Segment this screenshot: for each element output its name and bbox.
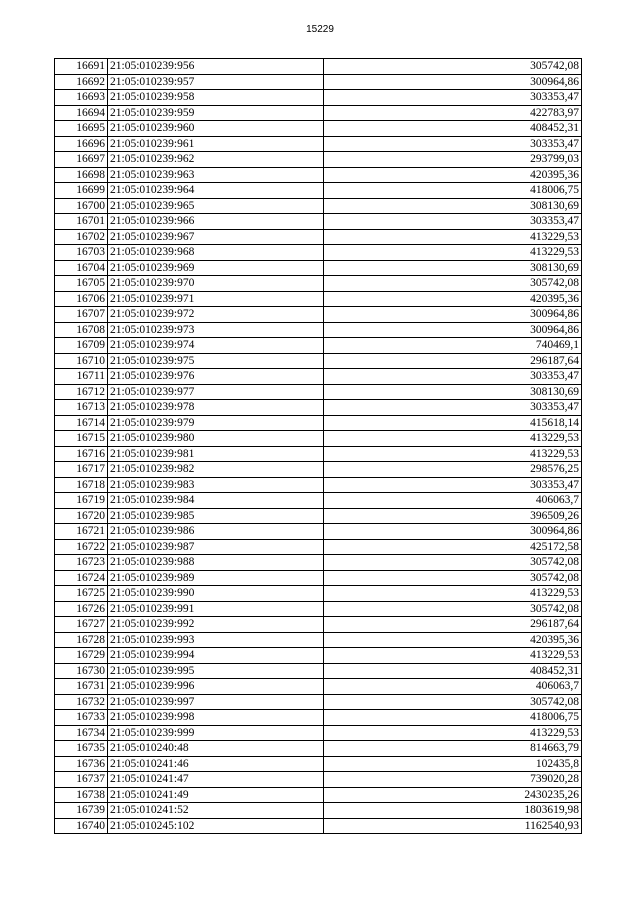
row-number-cell: 16696 (55, 136, 108, 152)
row-number-cell: 16705 (55, 276, 108, 292)
row-number-cell: 16713 (55, 400, 108, 416)
row-number-cell: 16738 (55, 787, 108, 803)
row-number-cell: 16714 (55, 415, 108, 431)
cadastral-number-cell: 21:05:010239:964 (108, 183, 324, 199)
cadastral-value-cell: 413229,53 (324, 431, 582, 447)
cadastral-value-cell: 308130,69 (324, 198, 582, 214)
cadastral-number-cell: 21:05:010239:976 (108, 369, 324, 385)
table-row (55, 260, 582, 276)
cadastral-number-cell: 21:05:010239:995 (108, 663, 324, 679)
table-row (55, 663, 582, 679)
row-number-cell: 16732 (55, 694, 108, 710)
cadastral-value-cell: 413229,53 (324, 725, 582, 741)
cadastral-number-cell: 21:05:010239:974 (108, 338, 324, 354)
row-number-cell: 16734 (55, 725, 108, 741)
cadastral-value-cell: 420395,36 (324, 291, 582, 307)
table-row (55, 121, 582, 137)
row-number-cell: 16700 (55, 198, 108, 214)
row-number-cell: 16712 (55, 384, 108, 400)
table-row (55, 741, 582, 757)
table-row (55, 617, 582, 633)
table-row (55, 493, 582, 509)
row-number-cell: 16727 (55, 617, 108, 633)
row-number-cell: 16737 (55, 772, 108, 788)
cadastral-number-cell: 21:05:010239:983 (108, 477, 324, 493)
cadastral-value-cell: 413229,53 (324, 446, 582, 462)
row-number-cell: 16730 (55, 663, 108, 679)
row-number-cell: 16709 (55, 338, 108, 354)
cadastral-value-cell: 102435,8 (324, 756, 582, 772)
cadastral-value-cell: 396509,26 (324, 508, 582, 524)
table-row (55, 462, 582, 478)
table-row (55, 90, 582, 106)
cadastral-value-cell: 308130,69 (324, 260, 582, 276)
table-row (55, 183, 582, 199)
cadastral-value-cell: 293799,03 (324, 152, 582, 168)
cadastral-number-cell: 21:05:010239:994 (108, 648, 324, 664)
table-row (55, 601, 582, 617)
table-row (55, 59, 582, 75)
cadastral-number-cell: 21:05:010239:996 (108, 679, 324, 695)
table-row (55, 570, 582, 586)
cadastral-number-cell: 21:05:010239:967 (108, 229, 324, 245)
cadastral-value-cell: 406063,7 (324, 493, 582, 509)
cadastral-number-cell: 21:05:010239:962 (108, 152, 324, 168)
cadastral-value-cell: 2430235,26 (324, 787, 582, 803)
table-row (55, 198, 582, 214)
cadastral-number-cell: 21:05:010239:970 (108, 276, 324, 292)
table-row (55, 710, 582, 726)
cadastral-number-cell: 21:05:010239:992 (108, 617, 324, 633)
row-number-cell: 16736 (55, 756, 108, 772)
row-number-cell: 16721 (55, 524, 108, 540)
cadastral-number-cell: 21:05:010239:985 (108, 508, 324, 524)
table-row (55, 152, 582, 168)
row-number-cell: 16731 (55, 679, 108, 695)
cadastral-value-cell: 303353,47 (324, 90, 582, 106)
cadastral-number-cell: 21:05:010239:986 (108, 524, 324, 540)
row-number-cell: 16706 (55, 291, 108, 307)
cadastral-value-cell: 739020,28 (324, 772, 582, 788)
row-number-cell: 16695 (55, 121, 108, 137)
table-row (55, 276, 582, 292)
cadastral-number-cell: 21:05:010239:979 (108, 415, 324, 431)
table-row (55, 338, 582, 354)
cadastral-value-cell: 814663,79 (324, 741, 582, 757)
cadastral-value-cell: 408452,31 (324, 121, 582, 137)
row-number-cell: 16725 (55, 586, 108, 602)
cadastral-value-cell: 418006,75 (324, 183, 582, 199)
row-number-cell: 16701 (55, 214, 108, 230)
table-row (55, 369, 582, 385)
cadastral-value-cell: 300964,86 (324, 322, 582, 338)
row-number-cell: 16735 (55, 741, 108, 757)
row-number-cell: 16722 (55, 539, 108, 555)
cadastral-number-cell: 21:05:010240:48 (108, 741, 324, 757)
cadastral-number-cell: 21:05:010245:102 (108, 818, 324, 834)
cadastral-number-cell: 21:05:010239:969 (108, 260, 324, 276)
row-number-cell: 16719 (55, 493, 108, 509)
table-row (55, 818, 582, 834)
table-row (55, 431, 582, 447)
cadastral-value-cell: 305742,08 (324, 59, 582, 75)
cadastral-number-cell: 21:05:010239:978 (108, 400, 324, 416)
row-number-cell: 16704 (55, 260, 108, 276)
row-number-cell: 16692 (55, 74, 108, 90)
table-row (55, 291, 582, 307)
table-row (55, 803, 582, 819)
table-row (55, 756, 582, 772)
cadastral-number-cell: 21:05:010239:958 (108, 90, 324, 106)
cadastral-number-cell: 21:05:010239:971 (108, 291, 324, 307)
cadastral-number-cell: 21:05:010239:984 (108, 493, 324, 509)
cadastral-value-cell: 305742,08 (324, 570, 582, 586)
cadastral-value-cell: 298576,25 (324, 462, 582, 478)
cadastral-value-cell: 296187,64 (324, 617, 582, 633)
cadastral-value-cell: 305742,08 (324, 276, 582, 292)
cadastral-value-cell: 303353,47 (324, 477, 582, 493)
table-row (55, 322, 582, 338)
cadastral-value-cell: 303353,47 (324, 369, 582, 385)
cadastral-value-cell: 303353,47 (324, 214, 582, 230)
table-row (55, 384, 582, 400)
cadastral-value-cell: 408452,31 (324, 663, 582, 679)
table-row (55, 446, 582, 462)
row-number-cell: 16694 (55, 105, 108, 121)
cadastral-number-cell: 21:05:010239:999 (108, 725, 324, 741)
cadastral-number-cell: 21:05:010239:975 (108, 353, 324, 369)
cadastral-value-cell: 300964,86 (324, 307, 582, 323)
table-row (55, 586, 582, 602)
table-row (55, 477, 582, 493)
table-row (55, 245, 582, 261)
table-row (55, 415, 582, 431)
cadastral-value-cell: 305742,08 (324, 694, 582, 710)
cadastral-value-cell: 406063,7 (324, 679, 582, 695)
table-row (55, 105, 582, 121)
cadastral-value-cell: 413229,53 (324, 648, 582, 664)
cadastral-number-cell: 21:05:010239:963 (108, 167, 324, 183)
cadastral-number-cell: 21:05:010239:991 (108, 601, 324, 617)
table-body (55, 59, 582, 834)
cadastral-number-cell: 21:05:010239:959 (108, 105, 324, 121)
table-row (55, 214, 582, 230)
table-row (55, 307, 582, 323)
cadastral-value-cell: 1162540,93 (324, 818, 582, 834)
cadastral-number-cell: 21:05:010241:46 (108, 756, 324, 772)
cadastral-number-cell: 21:05:010239:990 (108, 586, 324, 602)
table-row (55, 353, 582, 369)
cadastral-value-cell: 413229,53 (324, 229, 582, 245)
row-number-cell: 16728 (55, 632, 108, 648)
row-number-cell: 16717 (55, 462, 108, 478)
cadastral-number-cell: 21:05:010239:989 (108, 570, 324, 586)
cadastral-number-cell: 21:05:010239:998 (108, 710, 324, 726)
row-number-cell: 16716 (55, 446, 108, 462)
cadastral-number-cell: 21:05:010241:52 (108, 803, 324, 819)
cadastral-value-cell: 420395,36 (324, 167, 582, 183)
cadastral-number-cell: 21:05:010239:956 (108, 59, 324, 75)
cadastral-value-cell: 413229,53 (324, 586, 582, 602)
row-number-cell: 16733 (55, 710, 108, 726)
cadastral-value-cell: 420395,36 (324, 632, 582, 648)
row-number-cell: 16698 (55, 167, 108, 183)
cadastral-number-cell: 21:05:010239:988 (108, 555, 324, 571)
table-row (55, 725, 582, 741)
row-number-cell: 16724 (55, 570, 108, 586)
cadastral-number-cell: 21:05:010239:961 (108, 136, 324, 152)
cadastral-number-cell: 21:05:010239:966 (108, 214, 324, 230)
cadastral-value-cell: 305742,08 (324, 555, 582, 571)
cadastral-value-cell: 740469,1 (324, 338, 582, 354)
table-row (55, 648, 582, 664)
cadastral-number-cell: 21:05:010239:968 (108, 245, 324, 261)
cadastral-number-cell: 21:05:010239:987 (108, 539, 324, 555)
row-number-cell: 16718 (55, 477, 108, 493)
cadastral-number-cell: 21:05:010239:957 (108, 74, 324, 90)
cadastral-number-cell: 21:05:010239:977 (108, 384, 324, 400)
cadastral-value-cell: 1803619,98 (324, 803, 582, 819)
table-row (55, 229, 582, 245)
table-row (55, 694, 582, 710)
table-row (55, 136, 582, 152)
cadastral-value-cell: 418006,75 (324, 710, 582, 726)
row-number-cell: 16729 (55, 648, 108, 664)
table-row (55, 772, 582, 788)
table-row (55, 555, 582, 571)
cadastral-number-cell: 21:05:010239:973 (108, 322, 324, 338)
table-row (55, 400, 582, 416)
cadastral-number-cell: 21:05:010239:981 (108, 446, 324, 462)
cadastral-value-cell: 303353,47 (324, 136, 582, 152)
cadastral-number-cell: 21:05:010241:49 (108, 787, 324, 803)
row-number-cell: 16739 (55, 803, 108, 819)
row-number-cell: 16740 (55, 818, 108, 834)
row-number-cell: 16699 (55, 183, 108, 199)
cadastral-value-cell: 305742,08 (324, 601, 582, 617)
table-row (55, 508, 582, 524)
cadastral-value-cell: 308130,69 (324, 384, 582, 400)
table-row (55, 74, 582, 90)
cadastral-number-cell: 21:05:010239:960 (108, 121, 324, 137)
cadastral-value-cell: 296187,64 (324, 353, 582, 369)
cadastral-value-cell: 413229,53 (324, 245, 582, 261)
row-number-cell: 16720 (55, 508, 108, 524)
table-row (55, 679, 582, 695)
cadastral-value-cell: 425172,58 (324, 539, 582, 555)
row-number-cell: 16710 (55, 353, 108, 369)
row-number-cell: 16693 (55, 90, 108, 106)
cadastral-value-cell: 300964,86 (324, 524, 582, 540)
row-number-cell: 16702 (55, 229, 108, 245)
row-number-cell: 16707 (55, 307, 108, 323)
page-number: 15229 (306, 24, 334, 35)
cadastral-number-cell: 21:05:010239:972 (108, 307, 324, 323)
cadastral-number-cell: 21:05:010241:47 (108, 772, 324, 788)
table-row (55, 167, 582, 183)
table-row (55, 787, 582, 803)
cadastral-number-cell: 21:05:010239:997 (108, 694, 324, 710)
cadastral-number-cell: 21:05:010239:965 (108, 198, 324, 214)
row-number-cell: 16691 (55, 59, 108, 75)
row-number-cell: 16697 (55, 152, 108, 168)
cadastral-value-cell: 303353,47 (324, 400, 582, 416)
cadastral-value-cell: 422783,97 (324, 105, 582, 121)
cadastral-number-cell: 21:05:010239:993 (108, 632, 324, 648)
row-number-cell: 16708 (55, 322, 108, 338)
row-number-cell: 16715 (55, 431, 108, 447)
table-row (55, 632, 582, 648)
row-number-cell: 16726 (55, 601, 108, 617)
row-number-cell: 16711 (55, 369, 108, 385)
table-row (55, 524, 582, 540)
row-number-cell: 16703 (55, 245, 108, 261)
row-number-cell: 16723 (55, 555, 108, 571)
table-row (55, 539, 582, 555)
cadastral-number-cell: 21:05:010239:982 (108, 462, 324, 478)
cadastral-value-cell: 415618,14 (324, 415, 582, 431)
cadastral-value-table (54, 58, 582, 834)
cadastral-number-cell: 21:05:010239:980 (108, 431, 324, 447)
cadastral-value-cell: 300964,86 (324, 74, 582, 90)
